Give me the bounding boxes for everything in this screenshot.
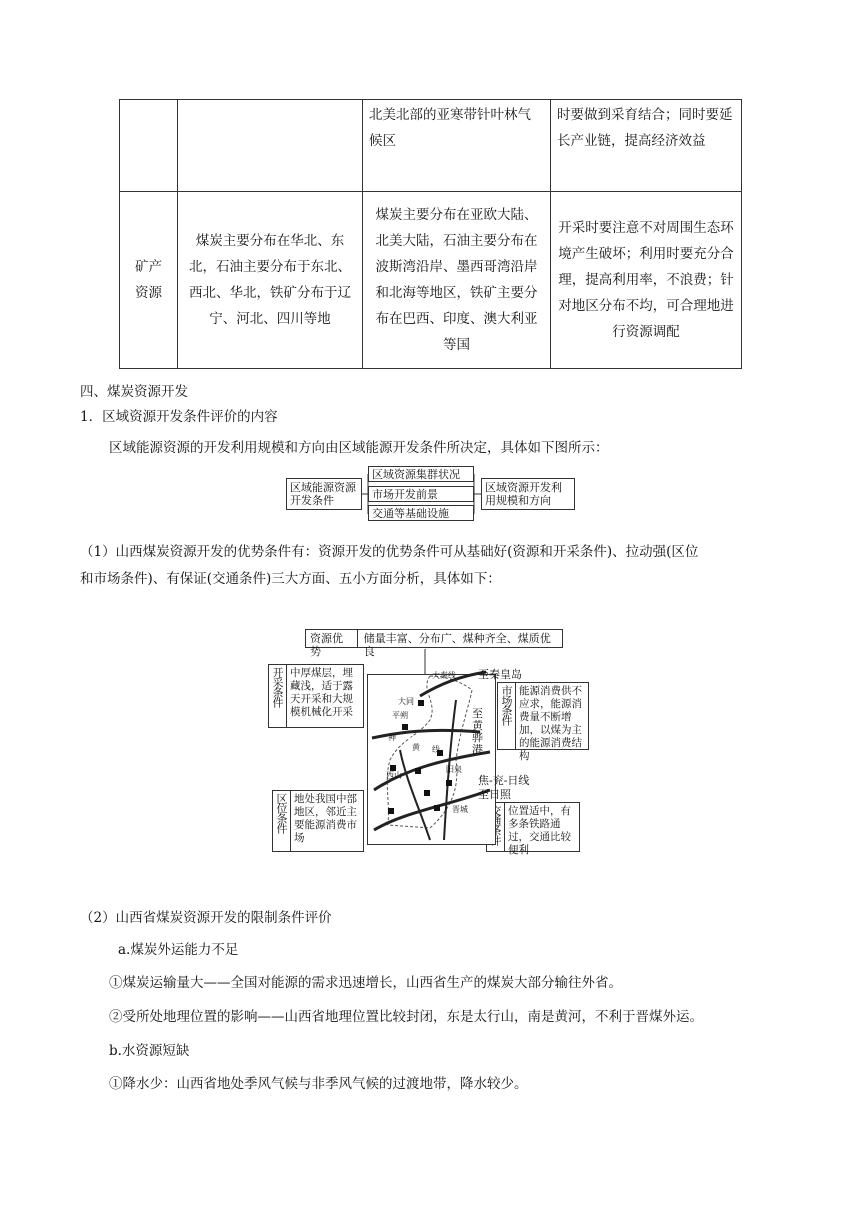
diagram-item: 市场开发前景	[368, 486, 474, 502]
map-label-xian: 线	[432, 745, 440, 754]
map-label-rizhao-line: 焦-兖-日线	[478, 774, 530, 787]
subpoint-a2: ②受所处地理位置的影响——山西省地理位置比较封闭，东是太行山，南是黄河，不利于晋煤外运。	[109, 1009, 703, 1025]
section-heading: 四、煤炭资源开发	[80, 384, 188, 400]
diagram-connectors	[360, 470, 485, 520]
map-label-shen: 神	[388, 733, 396, 742]
transport-conditions-box	[486, 802, 580, 856]
table-row	[120, 100, 742, 192]
market-text: 能源消费供不应求，能源消费量不断增加，以煤为主的能源消费结构	[519, 685, 582, 762]
market-conditions-box	[497, 682, 589, 762]
resource-label: 资源优势	[306, 630, 358, 647]
diagram-left-box: 区域能源资源开发条件	[286, 478, 362, 510]
map-label-huanghua: 至黄骅港	[472, 707, 483, 756]
table-row	[120, 192, 742, 369]
paragraph-1-line1: （1）山西煤炭资源开发的优势条件有：资源开发的优势条件可从基础好(资源和开采条件)、拉动强(区位	[80, 544, 699, 560]
map-label-pingshuo: 平朔	[392, 711, 408, 720]
resource-table	[119, 99, 742, 369]
resource-text: 储量丰富、分布广、煤种齐全、煤质优良	[363, 632, 551, 658]
map-label-daqin: 大秦线	[432, 671, 456, 680]
diagram-item: 交通等基础设施	[368, 505, 474, 521]
market-label: 市场条件	[498, 683, 516, 749]
subpoint-b1: ①降水少：山西省地处季风气候与非季风气候的过渡地带，降水较少。	[109, 1076, 528, 1092]
diagram-right-box: 区域资源开发利用规模和方向	[481, 478, 575, 510]
map-label-datong: 大同	[398, 697, 414, 706]
subpoint-a1: ①煤炭运输量大——全国对能源的需求迅速增长，山西省生产的煤炭大部分输往外省。	[109, 975, 622, 991]
transport-text: 位置适中，有多条铁路通过，交通比较便利	[508, 805, 571, 856]
mining-text: 中厚煤层，埋藏浅，适于露天开采和大规模机械化开采	[290, 667, 353, 718]
map-label-xishan: 西山	[386, 771, 402, 780]
map-label-jincheng: 晋城	[452, 805, 468, 814]
table-cell: 北美北部的亚寒带针叶林气候区	[363, 100, 551, 192]
paragraph-1-line2: 和市场条件)、有保证(交通条件)三大方面、五小方面分析，具体如下：	[80, 571, 501, 587]
map-label-qinhuangdao: 至秦皇岛	[478, 668, 522, 681]
location-text: 地处我国中部地区，邻近主要能源消费市场	[294, 793, 357, 844]
map-label-yangquan: 阳泉	[446, 765, 462, 774]
mining-label: 开采条件	[269, 665, 287, 727]
table-cell: 煤炭主要分布在华北、东北，石油主要分布于东北、西北、华北，铁矿分布于辽宁、河北、四川等地	[178, 192, 363, 369]
diagram-item: 区域资源集群状况	[368, 466, 474, 482]
table-cell	[178, 100, 363, 192]
location-label: 区位条件	[273, 791, 291, 851]
table-cell: 时要做到采育结合；同时要延长产业链，提高经济效益	[551, 100, 742, 192]
subpoint-b: b.水资源短缺	[109, 1043, 190, 1059]
mining-conditions-box	[268, 664, 364, 728]
location-conditions-box	[272, 790, 364, 852]
subpoint-a: a.煤炭外运能力不足	[118, 942, 239, 958]
paragraph-2: （2）山西省煤炭资源开发的限制条件评价	[80, 910, 332, 926]
table-cell: 煤炭主要分布在亚欧大陆、北美大陆，石油主要分布在波斯湾沿岸、墨西哥湾沿岸和北海等地区，铁矿主要分布在巴西、印度、澳大利亚等国	[363, 192, 551, 369]
table-cell	[120, 100, 178, 192]
map-label-huang: 黄	[412, 743, 420, 752]
map-label-rizhao: 至日照	[478, 788, 511, 801]
subsection-heading: 1．区域资源开发条件评价的内容	[80, 409, 278, 425]
table-cell: 矿产资源	[120, 192, 178, 369]
intro-paragraph: 区域能源资源的开发利用规模和方向由区域能源开发条件所决定，具体如下图所示：	[109, 440, 609, 456]
table-cell: 开采时要注意不对周围生态环境产生破坏；利用时要充分合理，提高利用率，不浪费；针对地区分布不均，可合理地进行资源调配	[551, 192, 742, 369]
